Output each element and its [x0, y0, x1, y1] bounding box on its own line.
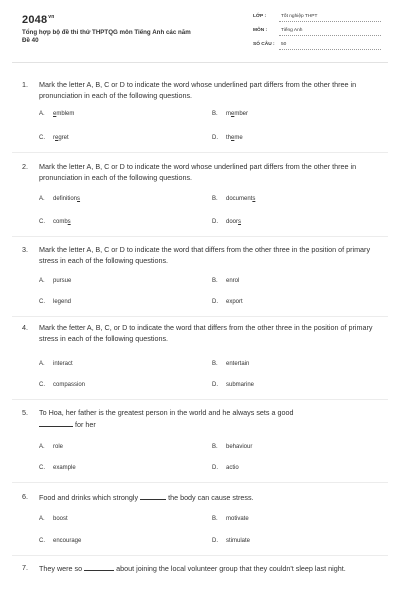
header-divider: [12, 62, 388, 63]
option-letter: B.: [212, 444, 218, 450]
option-word: submarine: [226, 382, 255, 388]
word-part: r: [53, 135, 55, 141]
answer-blank: [39, 419, 73, 427]
option-letter: A.: [39, 196, 45, 202]
option-word: boost: [53, 516, 68, 522]
meta-value: 50: [281, 42, 287, 47]
underlined-part: s: [67, 219, 71, 225]
question-text-pre: To Hoa, her father is the greatest person in the world and he always sets a good: [39, 408, 294, 417]
option-word: role: [53, 444, 64, 450]
question-text-pre: Food and drinks which strongly: [39, 493, 139, 502]
option-word: [226, 196, 255, 202]
question-text-post: for her: [75, 419, 96, 429]
option-letter: D.: [212, 465, 218, 471]
option-letter: D.: [212, 135, 218, 141]
option-word: interact: [53, 361, 73, 367]
question-number: 7.: [22, 563, 28, 572]
question-divider: [12, 236, 388, 237]
option-letter: C.: [39, 382, 45, 388]
underlined-part: e: [53, 111, 57, 117]
option-word: stimulate: [226, 538, 251, 544]
exam-subtitle: Đề 40: [22, 37, 39, 44]
word-part: m: [226, 111, 231, 117]
option-letter: C.: [39, 135, 45, 141]
question-number: 1.: [22, 80, 28, 89]
question-number: 3.: [22, 245, 28, 254]
underlined-part: s: [238, 219, 242, 225]
word-part: me: [234, 135, 243, 141]
option-letter: D.: [212, 219, 218, 225]
option-letter: A.: [39, 444, 45, 450]
option-word: entertain: [226, 361, 250, 367]
question-divider: [12, 152, 388, 153]
word-part: document: [226, 196, 253, 202]
option-letter: D.: [212, 538, 218, 544]
meta-key: SỐ CÂU :: [253, 42, 275, 47]
meta-key: MÔN :: [253, 28, 268, 33]
option-word: enrol: [226, 278, 240, 284]
option-letter: B.: [212, 111, 218, 117]
question-text-pre: They were so: [39, 564, 83, 573]
meta-row-count: [253, 42, 383, 56]
option-letter: B.: [212, 278, 218, 284]
meta-key: LỚP :: [253, 14, 267, 19]
question-text: [39, 408, 381, 430]
option-letter: B.: [212, 361, 218, 367]
option-letter: C.: [39, 465, 45, 471]
option-letter: C.: [39, 538, 45, 544]
option-letter: B.: [212, 516, 218, 522]
underlined-part: e: [231, 111, 235, 117]
exam-title-text: Tổng hợp bộ đề thi thử THPTQG môn Tiếng Anh các năm: [22, 29, 191, 36]
site-logo[interactable]: [22, 14, 55, 26]
word-part: door: [226, 219, 239, 225]
question-number: 5.: [22, 408, 28, 417]
answer-blank: [140, 492, 166, 500]
page-header: [0, 0, 400, 60]
word-part: mber: [234, 111, 249, 117]
option-word: [53, 196, 80, 202]
question-divider: [12, 555, 388, 556]
logo-text: 2048: [22, 14, 48, 26]
question-number: 2.: [22, 162, 28, 171]
underlined-part: e: [55, 135, 59, 141]
option-letter: D.: [212, 382, 218, 388]
option-letter: A.: [39, 361, 45, 367]
option-letter: B.: [212, 196, 218, 202]
option-word: encourage: [53, 538, 82, 544]
answer-blank: [84, 563, 114, 571]
question-number: 4.: [22, 323, 28, 332]
option-word: legend: [53, 299, 72, 305]
question-number: 6.: [22, 492, 28, 501]
word-part: gret: [58, 135, 69, 141]
option-word: motivate: [226, 516, 249, 522]
meta-underline: [279, 35, 381, 36]
question-text: Mark the letter A, B, C or D to indicate the word that differs from the other three in the position of primary stress in each of the following questions.: [39, 245, 371, 265]
question-divider: [12, 482, 388, 483]
option-word: [53, 135, 69, 141]
option-word: behaviour: [226, 444, 253, 450]
question-text: [39, 563, 381, 575]
option-word: [53, 111, 74, 117]
question-text: Mark the fetter A, B, C, or D to indicate the word that differs from the other three in the position of primary stress in each of the following questions.: [39, 323, 373, 343]
question-text-post: about joining the local volunteer group that they couldn't sleep last night.: [116, 564, 346, 573]
meta-row-class: [253, 14, 383, 28]
option-word: [226, 111, 248, 117]
underlined-part: s: [77, 196, 81, 202]
question-text: Mark the letter A, B, C or D to indicate the word whose underlined part differs from the other three in pronunciation in each of the following questions.: [39, 80, 357, 100]
option-word: [53, 219, 71, 225]
question-divider: [12, 399, 388, 400]
underlined-part: e: [231, 135, 235, 141]
logo-suffix: vn: [48, 14, 55, 21]
option-word: [226, 219, 241, 225]
underlined-part: s: [252, 196, 256, 202]
word-part: comb: [53, 219, 68, 225]
exam-meta: [253, 14, 383, 56]
question-divider: [12, 316, 388, 317]
meta-underline: [279, 49, 381, 50]
option-letter: D.: [212, 299, 218, 305]
meta-row-subject: [253, 28, 383, 42]
word-part: definition: [53, 196, 78, 202]
meta-value: Tốt nghiệp THPT: [281, 14, 318, 19]
option-word: pursue: [53, 278, 72, 284]
option-word: actio: [226, 465, 239, 471]
meta-value: Tiếng Anh: [281, 28, 303, 33]
option-letter: A.: [39, 278, 45, 284]
option-word: [226, 135, 243, 141]
word-part: th: [226, 135, 232, 141]
option-letter: C.: [39, 299, 45, 305]
word-part: mblem: [56, 111, 75, 117]
question-text: Mark the letter A, B, C or D to indicate the word whose underlined part differs from the other three in pronunciation in each of the following questions.: [39, 162, 357, 182]
meta-underline: [279, 21, 381, 22]
option-word: compassion: [53, 382, 86, 388]
question-text: [39, 492, 381, 504]
exam-title: [22, 29, 237, 45]
option-letter: A.: [39, 516, 45, 522]
option-letter: C.: [39, 219, 45, 225]
question-text-post: the body can cause stress.: [168, 493, 254, 502]
option-letter: A.: [39, 111, 45, 117]
option-word: export: [226, 299, 243, 305]
option-word: example: [53, 465, 76, 471]
